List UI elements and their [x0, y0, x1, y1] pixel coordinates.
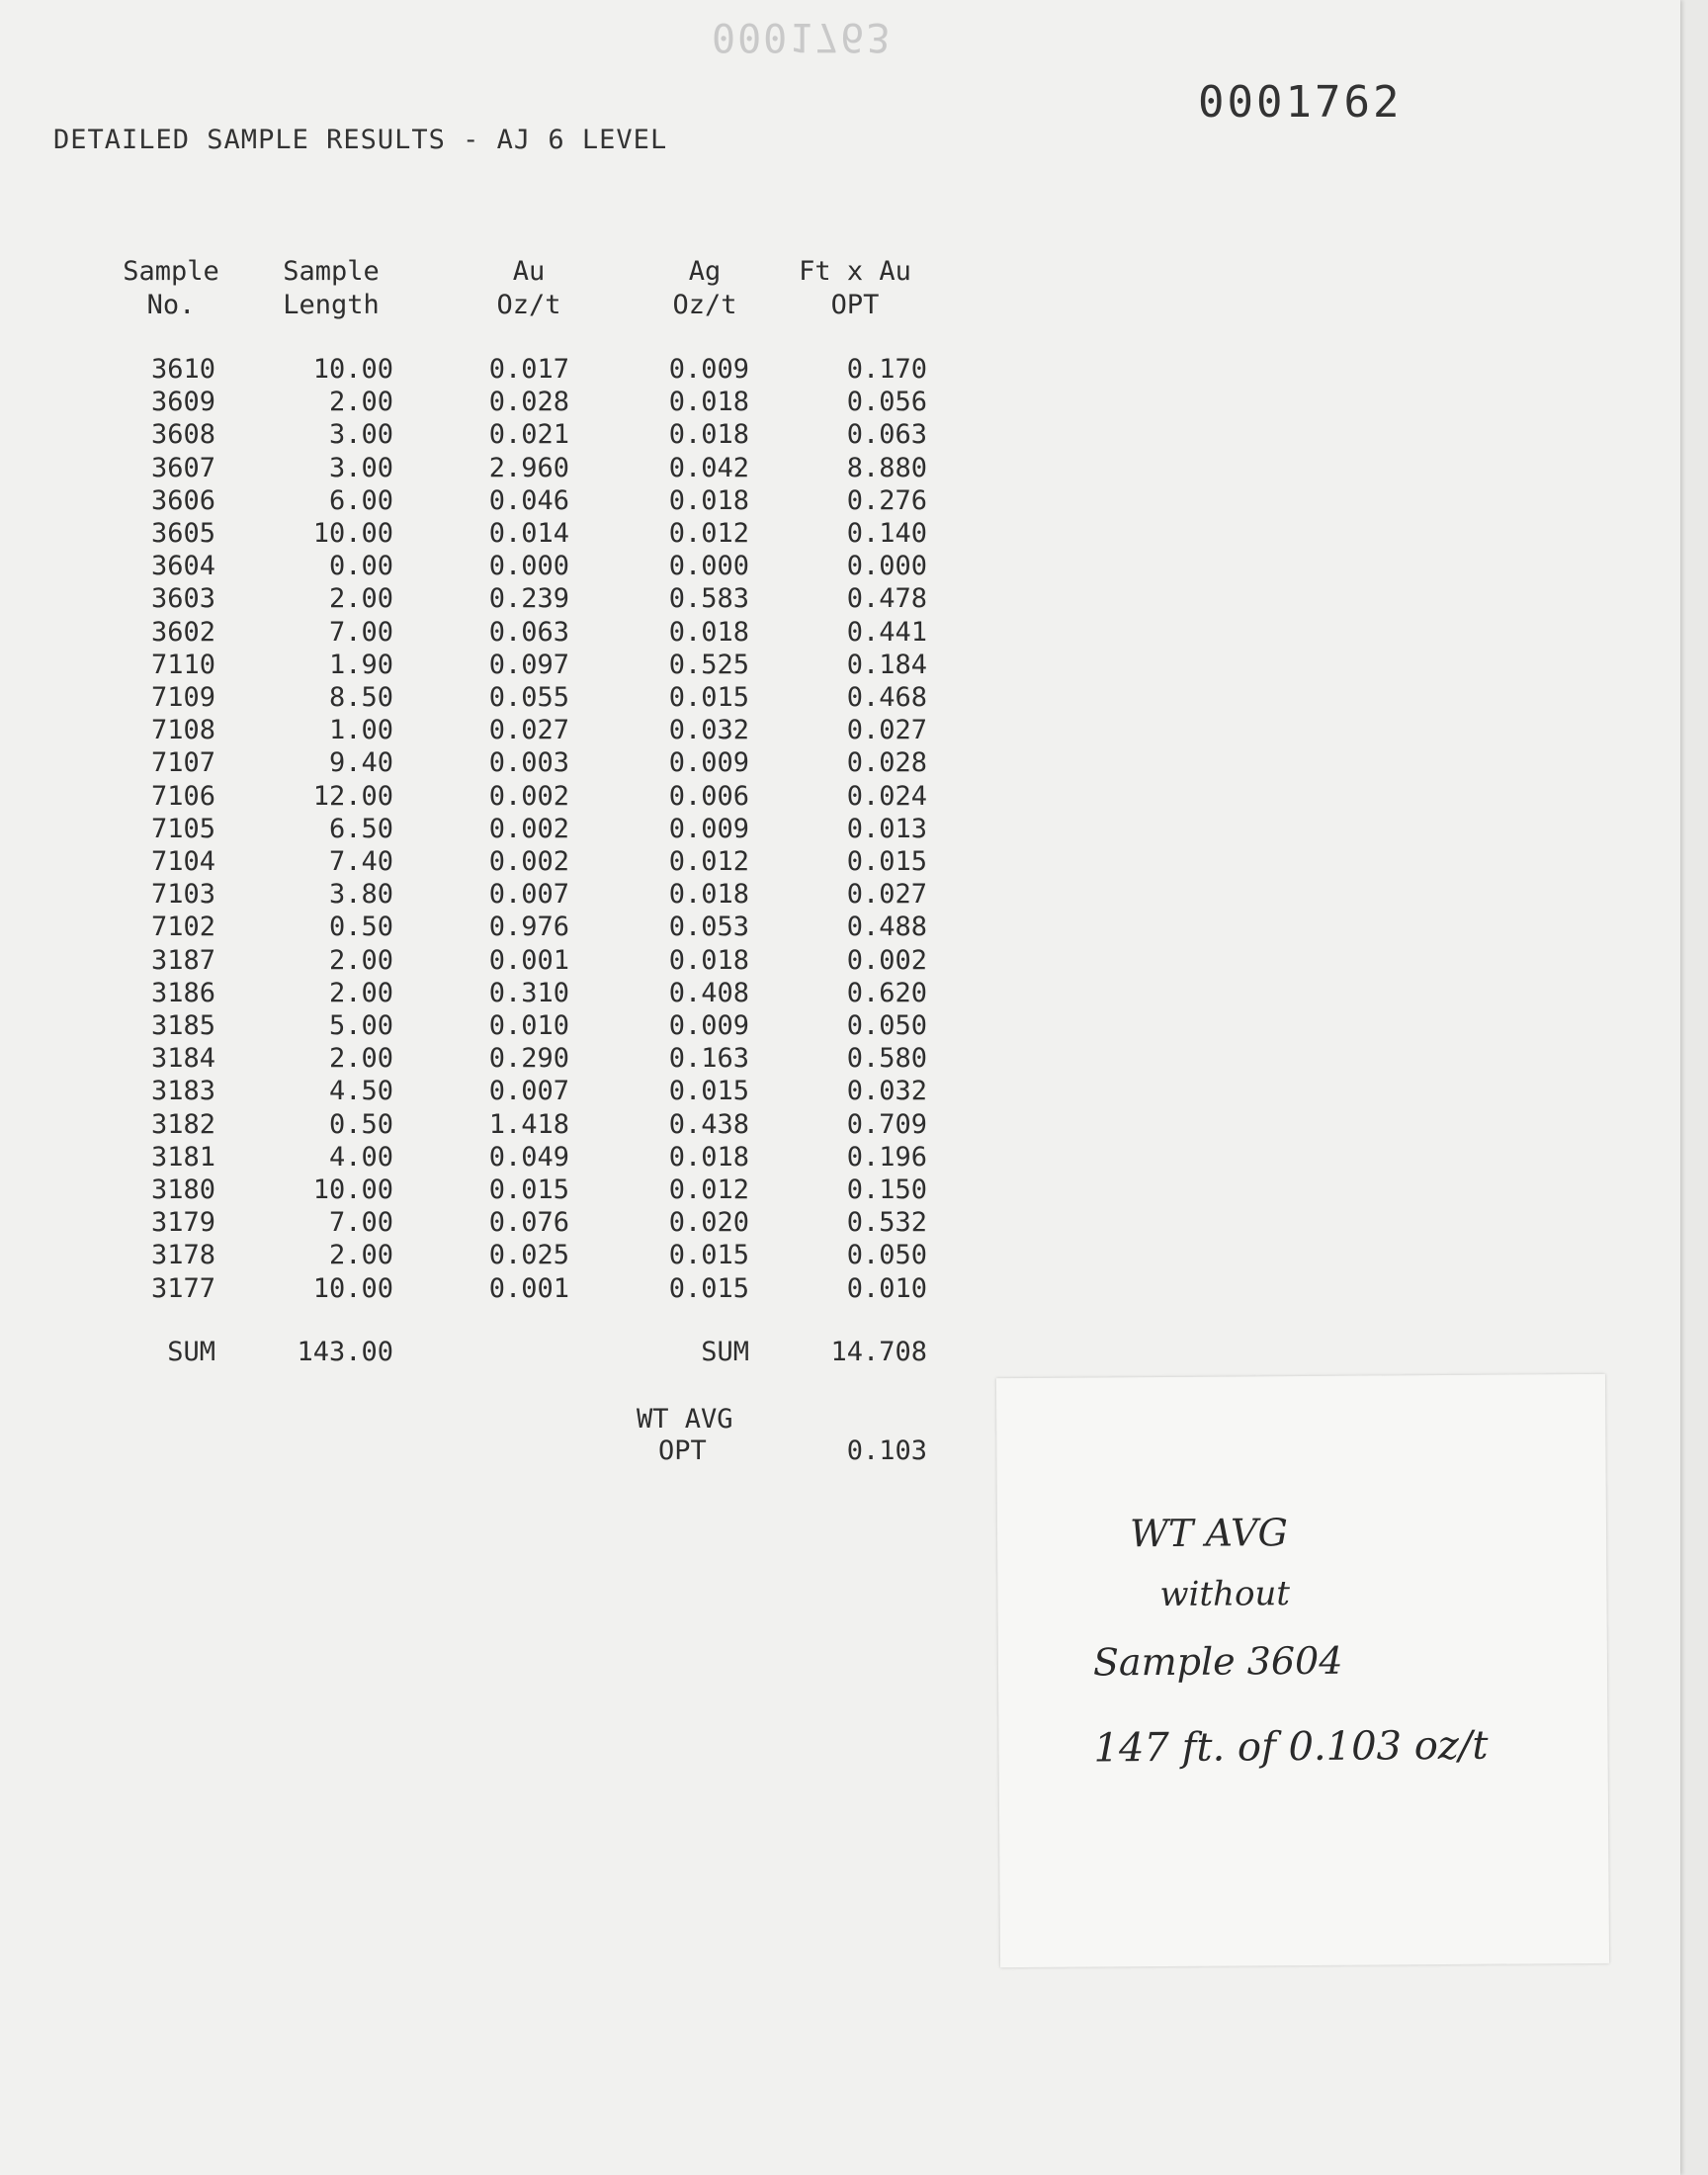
ag-value: 0.009 — [668, 813, 749, 844]
sample-no: 7109 — [150, 682, 215, 713]
au-value: 0.000 — [488, 551, 569, 582]
sample-no: 3178 — [150, 1240, 215, 1271]
sample-length: 1.90 — [328, 649, 393, 680]
handwritten-note-card — [996, 1374, 1609, 1967]
au-value: 0.003 — [488, 747, 569, 779]
ft-au-value: 0.441 — [846, 616, 927, 648]
header-ag: Ag Oz/t — [672, 256, 737, 320]
header-au: Au Oz/t — [496, 256, 561, 320]
sample-no: 3180 — [150, 1174, 215, 1205]
sample-no: 3187 — [150, 944, 215, 976]
ft-au-value: 0.532 — [846, 1207, 927, 1239]
ft-au-value: 0.276 — [846, 484, 927, 516]
sample-length: 3.00 — [328, 452, 393, 483]
au-value: 0.049 — [488, 1141, 569, 1173]
sample-no: 3603 — [150, 583, 215, 615]
wt-avg-value: 0.103 — [846, 1436, 927, 1466]
sample-length: 2.00 — [328, 1043, 393, 1075]
ft-au-value: 0.063 — [846, 419, 927, 451]
sample-no: 7105 — [150, 813, 215, 844]
sample-length: 4.00 — [328, 1141, 393, 1173]
ft-au-value: 0.196 — [846, 1141, 927, 1173]
sample-no: 7102 — [150, 912, 215, 943]
sum-label-left: SUM — [167, 1337, 215, 1367]
sample-no: 7104 — [150, 846, 215, 877]
ag-value: 0.015 — [668, 682, 749, 713]
sample-no: 7110 — [150, 649, 215, 680]
au-value: 0.055 — [488, 682, 569, 713]
ag-value: 0.006 — [668, 780, 749, 812]
ft-au-value: 0.050 — [846, 1010, 927, 1041]
sample-length: 10.00 — [312, 518, 393, 549]
header-sample-no: Sample No. — [123, 256, 219, 320]
wt-avg-label: WT AVG — [637, 1404, 733, 1435]
sample-length: 2.00 — [328, 1240, 393, 1271]
ag-value: 0.525 — [668, 649, 749, 680]
ft-au-value: 0.002 — [846, 944, 927, 976]
sample-no: 3608 — [150, 419, 215, 451]
ag-value: 0.018 — [668, 879, 749, 911]
ft-au-value: 0.027 — [846, 715, 927, 746]
au-value: 2.960 — [488, 452, 569, 483]
sample-no: 3182 — [150, 1108, 215, 1140]
ag-value: 0.042 — [668, 452, 749, 483]
au-value: 0.025 — [488, 1240, 569, 1271]
au-value: 0.014 — [488, 518, 569, 549]
au-value: 0.028 — [488, 387, 569, 418]
au-value: 0.046 — [488, 484, 569, 516]
sample-no: 7108 — [150, 715, 215, 746]
sample-length: 2.00 — [328, 387, 393, 418]
ag-value: 0.009 — [668, 1010, 749, 1041]
ag-value: 0.018 — [668, 944, 749, 976]
ft-au-value: 0.140 — [846, 518, 927, 549]
ft-au-value: 0.478 — [846, 583, 927, 615]
au-value: 1.418 — [488, 1108, 569, 1140]
au-value: 0.002 — [488, 780, 569, 812]
sample-length: 12.00 — [312, 780, 393, 812]
sample-no: 3183 — [150, 1076, 215, 1107]
ag-value: 0.015 — [668, 1240, 749, 1271]
ft-au-value: 0.709 — [846, 1108, 927, 1140]
sum-label-right: SUM — [701, 1337, 749, 1367]
ag-value: 0.053 — [668, 912, 749, 943]
sample-length: 4.50 — [328, 1076, 393, 1107]
sample-no: 3181 — [150, 1141, 215, 1173]
au-value: 0.007 — [488, 1076, 569, 1107]
sample-no: 3184 — [150, 1043, 215, 1075]
ft-au-value: 0.150 — [846, 1174, 927, 1205]
sample-length: 10.00 — [312, 354, 393, 385]
sample-length: 6.50 — [328, 813, 393, 844]
au-value: 0.976 — [488, 912, 569, 943]
au-value: 0.063 — [488, 616, 569, 648]
ft-au-value: 8.880 — [846, 452, 927, 483]
ft-au-value: 0.028 — [846, 747, 927, 779]
sample-no: 3177 — [150, 1272, 215, 1304]
sample-no: 3606 — [150, 484, 215, 516]
au-value: 0.002 — [488, 846, 569, 877]
ag-value: 0.408 — [668, 977, 749, 1008]
sum-length-value: 143.00 — [297, 1337, 393, 1367]
sample-no: 7107 — [150, 747, 215, 779]
au-value: 0.015 — [488, 1174, 569, 1205]
sample-no: 7103 — [150, 879, 215, 911]
au-value: 0.001 — [488, 944, 569, 976]
note-line-sample: Sample 3604 — [1092, 1638, 1343, 1685]
header-sample-length: Sample Length — [283, 256, 380, 320]
ag-value: 0.032 — [668, 715, 749, 746]
ag-value: 0.438 — [668, 1108, 749, 1140]
sample-length: 10.00 — [312, 1174, 393, 1205]
ag-value: 0.015 — [668, 1076, 749, 1107]
sample-length: 6.00 — [328, 484, 393, 516]
sample-length: 1.00 — [328, 715, 393, 746]
ag-value: 0.012 — [668, 1174, 749, 1205]
header-ft-x-au: Ft x Au OPT — [799, 256, 911, 320]
ft-au-value: 0.170 — [846, 354, 927, 385]
sample-length: 0.50 — [328, 912, 393, 943]
ft-au-value: 0.620 — [846, 977, 927, 1008]
ag-value: 0.015 — [668, 1272, 749, 1304]
sample-length: 2.00 — [328, 583, 393, 615]
sample-no: 3607 — [150, 452, 215, 483]
au-value: 0.017 — [488, 354, 569, 385]
ag-value: 0.163 — [668, 1043, 749, 1075]
ft-au-value: 0.488 — [846, 912, 927, 943]
ft-au-value: 0.032 — [846, 1076, 927, 1107]
au-value: 0.010 — [488, 1010, 569, 1041]
sample-no: 3602 — [150, 616, 215, 648]
ft-au-value: 0.050 — [846, 1240, 927, 1271]
sample-length: 7.00 — [328, 1207, 393, 1239]
ft-au-value: 0.015 — [846, 846, 927, 877]
au-value: 0.027 — [488, 715, 569, 746]
note-line-without: without — [1159, 1574, 1291, 1615]
ag-value: 0.012 — [668, 846, 749, 877]
au-value: 0.076 — [488, 1207, 569, 1239]
sample-length: 7.00 — [328, 616, 393, 648]
ag-value: 0.020 — [668, 1207, 749, 1239]
au-value: 0.310 — [488, 977, 569, 1008]
au-value: 0.002 — [488, 813, 569, 844]
sample-no: 3604 — [150, 551, 215, 582]
ag-value: 0.009 — [668, 747, 749, 779]
opt-label: OPT — [658, 1436, 707, 1466]
ft-au-value: 0.184 — [846, 649, 927, 680]
ag-value: 0.018 — [668, 484, 749, 516]
ag-value: 0.012 — [668, 518, 749, 549]
ft-au-value: 0.013 — [846, 813, 927, 844]
au-value: 0.021 — [488, 419, 569, 451]
sample-length: 8.50 — [328, 682, 393, 713]
sample-length: 2.00 — [328, 944, 393, 976]
ft-au-value: 0.027 — [846, 879, 927, 911]
sample-length: 0.50 — [328, 1108, 393, 1140]
ag-value: 0.018 — [668, 1141, 749, 1173]
sample-length: 3.00 — [328, 419, 393, 451]
note-line-wt-avg: WT AVG — [1129, 1511, 1289, 1556]
sample-length: 3.80 — [328, 879, 393, 911]
ag-value: 0.009 — [668, 354, 749, 385]
sample-length: 5.00 — [328, 1010, 393, 1041]
ag-value: 0.000 — [668, 551, 749, 582]
sample-no: 3610 — [150, 354, 215, 385]
note-line-result: 147 ft. of 0.103 oz/t — [1093, 1722, 1489, 1772]
au-value: 0.239 — [488, 583, 569, 615]
sample-length: 2.00 — [328, 977, 393, 1008]
ag-value: 0.018 — [668, 419, 749, 451]
au-value: 0.007 — [488, 879, 569, 911]
sample-no: 3185 — [150, 1010, 215, 1041]
sample-no: 3609 — [150, 387, 215, 418]
sample-length: 10.00 — [312, 1272, 393, 1304]
sum-ft-au-value: 14.708 — [830, 1337, 927, 1367]
ag-value: 0.018 — [668, 387, 749, 418]
document-number: 0001762 — [1198, 77, 1403, 128]
ft-au-value: 0.580 — [846, 1043, 927, 1075]
sample-no: 7106 — [150, 780, 215, 812]
bleed-through-document-number: 0001763 — [712, 14, 893, 59]
ag-value: 0.018 — [668, 616, 749, 648]
sample-no: 3179 — [150, 1207, 215, 1239]
ft-au-value: 0.010 — [846, 1272, 927, 1304]
au-value: 0.097 — [488, 649, 569, 680]
page-title: DETAILED SAMPLE RESULTS - AJ 6 LEVEL — [53, 125, 668, 155]
au-value: 0.290 — [488, 1043, 569, 1075]
ft-au-value: 0.000 — [846, 551, 927, 582]
ft-au-value: 0.468 — [846, 682, 927, 713]
sample-length: 0.00 — [328, 551, 393, 582]
sample-no: 3186 — [150, 977, 215, 1008]
sample-length: 7.40 — [328, 846, 393, 877]
ft-au-value: 0.056 — [846, 387, 927, 418]
sample-length: 9.40 — [328, 747, 393, 779]
au-value: 0.001 — [488, 1272, 569, 1304]
ft-au-value: 0.024 — [846, 780, 927, 812]
sample-no: 3605 — [150, 518, 215, 549]
ag-value: 0.583 — [668, 583, 749, 615]
